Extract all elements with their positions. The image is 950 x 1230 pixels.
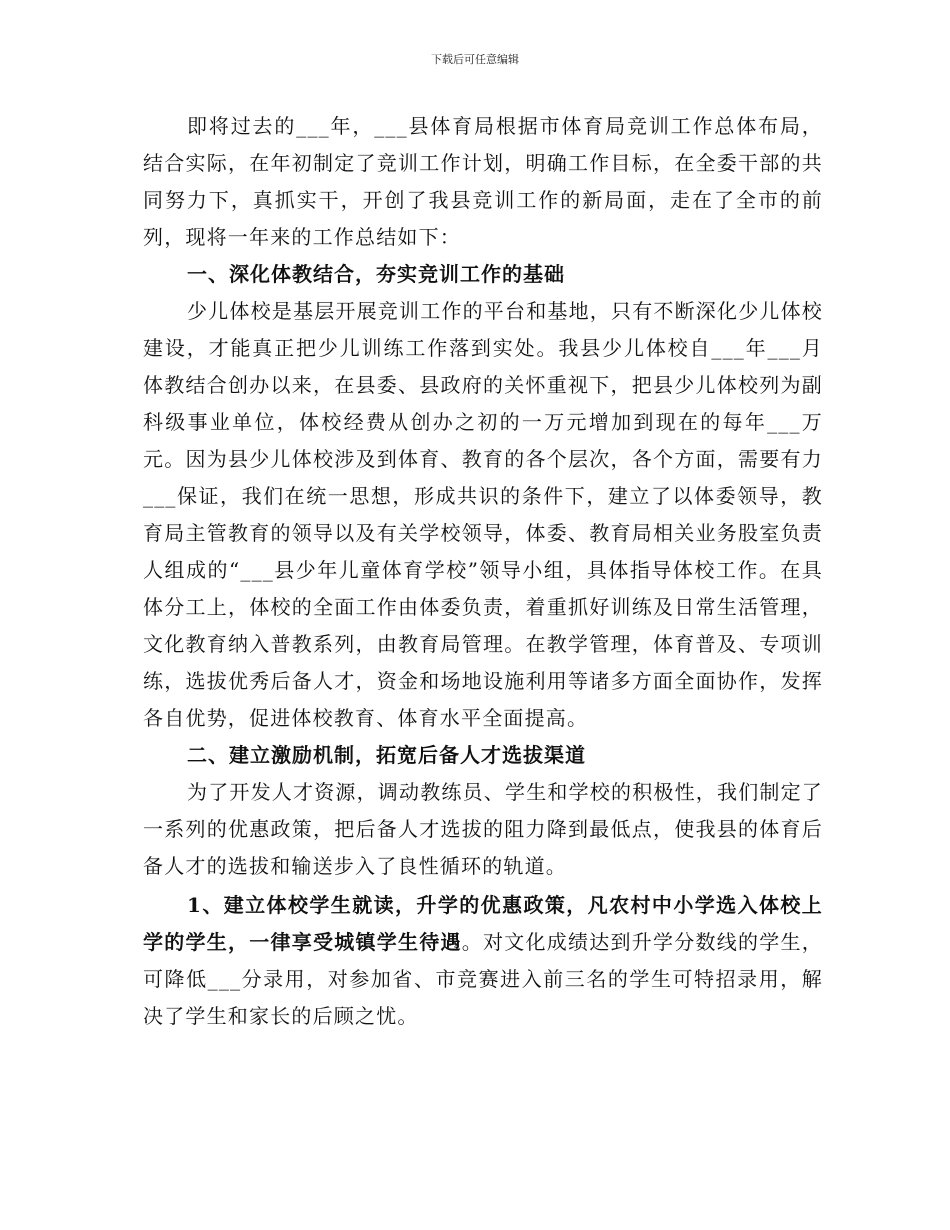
page-header: 下载后可任意编辑: [431, 53, 519, 66]
item-1-text: 。对文化成绩达到升学分数线的学生，可降低___分录用，对参加省、市竞赛进入前三名的学生可特招录用，解决了学生和家长的后顾之忧。: [143, 930, 824, 1028]
section-1-paragraph: 少儿体校是基层开展竞训工作的平台和基地，只有不断深化少儿体校建设，才能真正把少儿训练工作落到实处。我县少儿体校自___年___月体教结合创办以来，在县委、县政府的关怀重视下，把县少儿体校列为副科级事业单位，体校经费从创办之初的一万元增加到现在的每年___万元。因为县少儿体校涉及到体育、教育的各个层次，各个方面，需要有力___保证，我们在统一思想，形成共识的条件下，建立了以体委领导，教育局主管教育的领导以及有关学校领导，体委、教育局相关业务股室负责人组成的“___县少年儿童体育学校”领导小组，具体指导体校工作。在具体分工上，体校的全面工作由体委负责，着重抓好训练及日常生活管理，文化教育纳入普教系列，由教育局管理。在教学管理，体育普及、专项训练，选拔优秀后备人才，资金和场地设施利用等诸多方面全面协作，发挥各自优势，促进体校教育、体育水平全面提高。: [143, 299, 823, 730]
item-1-bold-lead: 1、建立体校学生就读，升学的优惠政策，凡农村中小学选入体校上学的学生，一律享受城镇学生待遇: [143, 893, 823, 954]
document-body: [143, 108, 823, 1035]
section-2-paragraph: 为了开发人才资源，调动教练员、学生和学校的积极性，我们制定了一系列的优惠政策，把后备人才选拔的阻力降到最低点，使我县的体育后备人才的选拔和输送步入了良性循环的轨道。: [143, 780, 823, 878]
section-1-heading: 一、深化体教结合，夯实竞训工作的基础: [187, 262, 565, 286]
intro-paragraph: 即将过去的___年，___县体育局根据市体育局竞训工作总体布局，结合实际，在年初制定了竞训工作计划，明确工作目标，在全委干部的共同努力下，真抓实干，开创了我县竞训工作的新局面，走在了全市的前列，现将一年来的工作总结如下：: [143, 114, 823, 249]
item-1-paragraph: [143, 887, 823, 1035]
section-2-heading: 二、建立激励机制，拓宽后备人才选拔渠道: [187, 743, 586, 767]
